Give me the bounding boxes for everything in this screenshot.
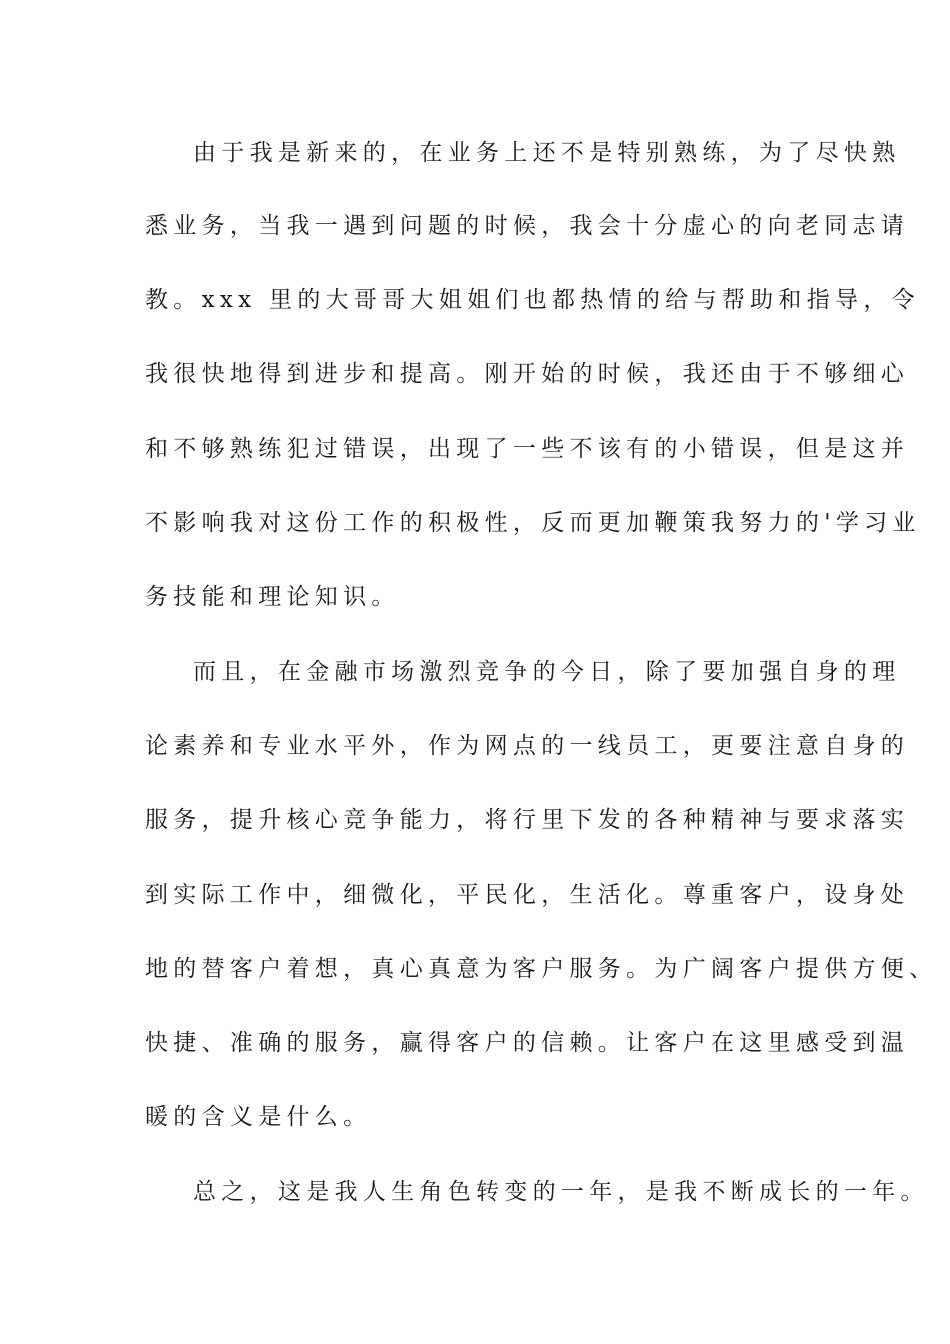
paragraph-3-line-1: 总之，这是我人生角色转变的一年，是我不断成长的一年。 (193, 1179, 929, 1205)
paragraph-2-line-4: 到实际工作中，细微化，平民化，生活化。尊重客户，设身处 (145, 882, 910, 908)
paragraph-1-line-2: 悉业务，当我一遇到问题的时候，我会十分虚心的向老同志请 (145, 213, 910, 239)
paragraph-1-line-1: 由于我是新来的，在业务上还不是特别熟练，为了尽快熟 (193, 140, 901, 166)
paragraph-1-line-7: 务技能和理论知识。 (145, 584, 400, 610)
paragraph-2-line-1: 而且，在金融市场激烈竞争的今日，除了要加强自身的理 (193, 659, 901, 685)
paragraph-2-line-3: 服务，提升核心竞争能力，将行里下发的各种精神与要求落实 (145, 807, 910, 833)
paragraph-2-line-2: 论素养和专业水平外，作为网点的一线员工，更要注意自身的 (145, 733, 910, 759)
paragraph-2-line-5: 地的替客户着想，真心真意为客户服务。为广阔客户提供方便、 (145, 956, 938, 982)
paragraph-2-line-7: 暖的含义是什么。 (145, 1104, 372, 1130)
paragraph-1-line-3: 教。xxx 里的大哥哥大姐姐们也都热情的给与帮助和指导，令 (145, 287, 920, 313)
paragraph-2-line-6: 快捷、准确的服务，赢得客户的信赖。让客户在这里感受到温 (145, 1030, 910, 1056)
paragraph-1-line-5: 和不够熟练犯过错误，出现了一些不该有的小错误，但是这并 (145, 436, 910, 462)
paragraph-1-line-6: 不影响我对这份工作的积极性，反而更加鞭策我努力的'学习业 (145, 510, 921, 536)
paragraph-1-line-4: 我很快地得到进步和提高。刚开始的时候，我还由于不够细心 (145, 361, 910, 387)
